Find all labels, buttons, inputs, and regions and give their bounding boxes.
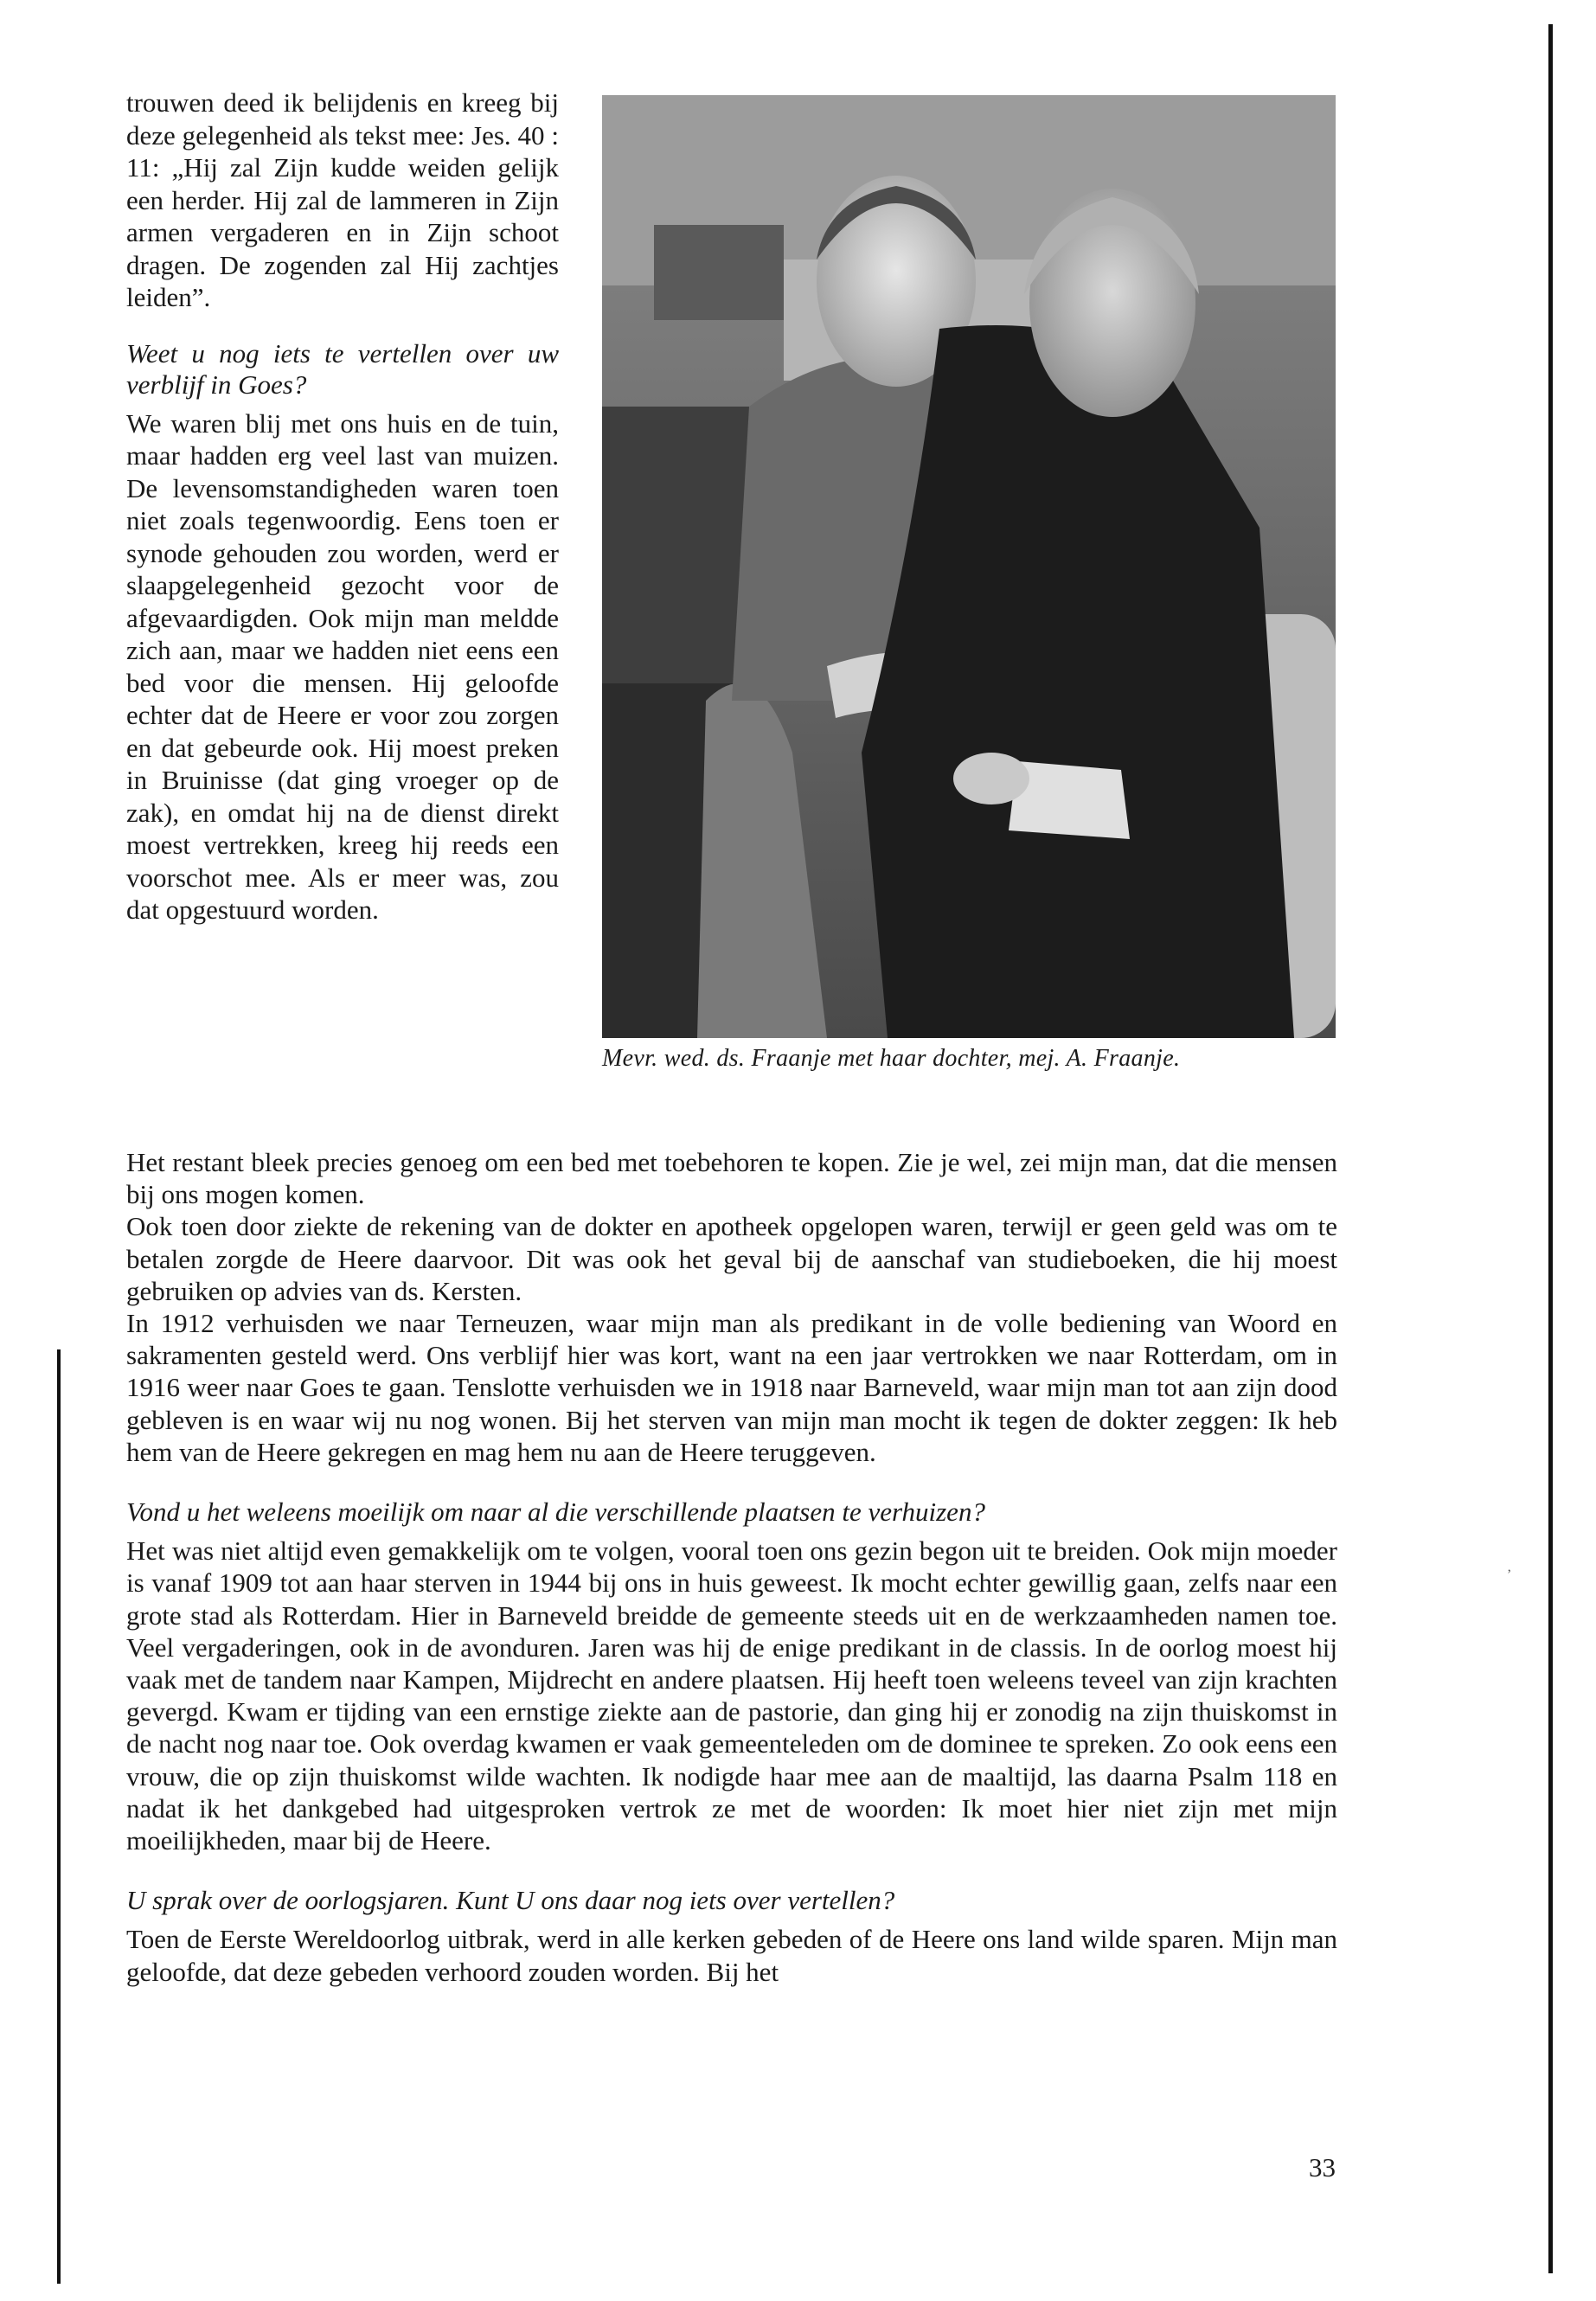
interview-question-verhuizen: Vond u het weleens moeilijk om naar al die verschillende plaatsen te verhuizen? bbox=[126, 1497, 985, 1528]
paragraph-dokter: Ook toen door ziekte de rekening van de dokter en apotheek opgelopen waren, terwijl er geen geld was om te betalen zorgde de Heere daarvoor. Dit was ook het geval bij de aanschaf van studieboeken, die hij moest gebruiken op advies van ds. Kersten. bbox=[126, 1211, 1337, 1306]
paragraph-wereldoorlog: Toen de Eerste Wereldoorlog uitbrak, werd in alle kerken gebeden of de Heere ons land wilde sparen. Mijn man geloofde, dat deze gebeden verhoord zouden worden. Bij het bbox=[126, 1924, 1337, 1987]
paragraph-gezin: Het was niet altijd even gemakkelijk om te volgen, vooral toen ons gezin begon uit te breiden. Ook mijn moeder is vanaf 1909 tot aan haar sterven in 1944 bij ons in huis geweest. Ik mocht echter gewillig gaan, zelfs naar een grote stad als Rotterdam. Hier in Barneveld breidde de gemeente steeds uit en de werkzaamheden namen toe. Veel vergaderingen, ook in de avonduren. Jaren was hij de enige predikant in de classis. In de oorlog moest hij vaak met de tandem naar Kampen, Mijdrecht en andere plaatsen. Hij heeft toen weleens teveel van zijn krachten gevergd. Kwam er tijding van een ernstige ziekte aan de pastorie, dan ging hij er zonodig na zijn thuiskomst in de nacht nog naar toe. Ook overdag kwamen er vaak gemeenteleden om de dominee te spreken. Zo ook eens een vrouw, die op zijn thuiskomst wilde wachten. Ik nodigde haar mee aan de maaltijd, las daarna Psalm 118 en nadat ik het dankgebed had uitgesproken vertrok ze met de woorden: Ik moet hier niet zijn met mijn moeilijkheden, maar bij de Heere. bbox=[126, 1535, 1337, 1856]
photo-caption: Mevr. wed. ds. Fraanje met haar dochter, mej. A. Fraanje. bbox=[602, 1045, 1181, 1072]
page-number: 33 bbox=[1309, 2152, 1336, 2182]
stray-mark: ’ bbox=[1507, 1567, 1512, 1582]
left-text-column bbox=[126, 87, 559, 926]
interview-question-oorlog: U sprak over de oorlogsjaren. Kunt U ons daar nog iets over vertellen? bbox=[126, 1885, 895, 1916]
binding-rule-right bbox=[1548, 24, 1553, 2273]
portrait-photo bbox=[602, 95, 1336, 1038]
paragraph-verhuizingen: In 1912 verhuisden we naar Terneuzen, waar mijn man als predikant in de volle bediening van Woord en sakramenten gesteld werd. Ons verblijf hier was kort, want na een jaar vertrokken we naar Rotterdam, om in 1916 weer naar Goes te gaan. Tenslotte verhuisden we in 1918 naar Barneveld, waar mijn man tot aan zijn dood gebleven is en waar wij nu nog wonen. Bij het sterven van mijn man mocht ik tegen de dokter zeggen: Ik heb hem van de Heere gekregen en mag hem nu aan de Heere teruggeven. bbox=[126, 1308, 1337, 1467]
interview-question-goes: Weet u nog iets te vertellen over uw verblijf in Goes? bbox=[126, 337, 559, 400]
binding-rule-left bbox=[57, 1349, 61, 2284]
intro-paragraph: trouwen deed ik belijdenis en kreeg bij deze gelegenheid als tekst mee: Jes. 40 : 11: „Hij zal Zijn kudde weiden gelijk een herder. Hij zal de lammeren in Zijn armen vergaderen en in Zijn schoot dragen. De zogenden zal Hij zachtjes leiden”. bbox=[126, 87, 559, 312]
full-width-text bbox=[126, 1146, 1337, 1988]
answer-paragraph-goes: We waren blij met ons huis en de tuin, maar hadden erg veel last van muizen. De levensomstandigheden waren toen niet zoals tegenwoordig. Eens toen er synode gehouden zou worden, werd er slaapgelegenheid gezocht voor de afgevaardigden. Ook mijn man meldde zich aan, maar we hadden niet eens een bed voor die mensen. Hij geloofde echter dat de Heere er voor zou zorgen en dat gebeurde ook. Hij moest preken in Bruinisse (dat ging vroeger op de zak), en omdat hij na de dienst direkt moest vertrekken, kreeg hij reeds een voorschot mee. Als er meer was, zou dat opgestuurd worden. bbox=[126, 407, 559, 925]
paragraph-restant: Het restant bleek precies genoeg om een bed met toebehoren te kopen. Zie je wel, zei mijn man, dat die mensen bij ons mogen komen. bbox=[126, 1147, 1337, 1210]
